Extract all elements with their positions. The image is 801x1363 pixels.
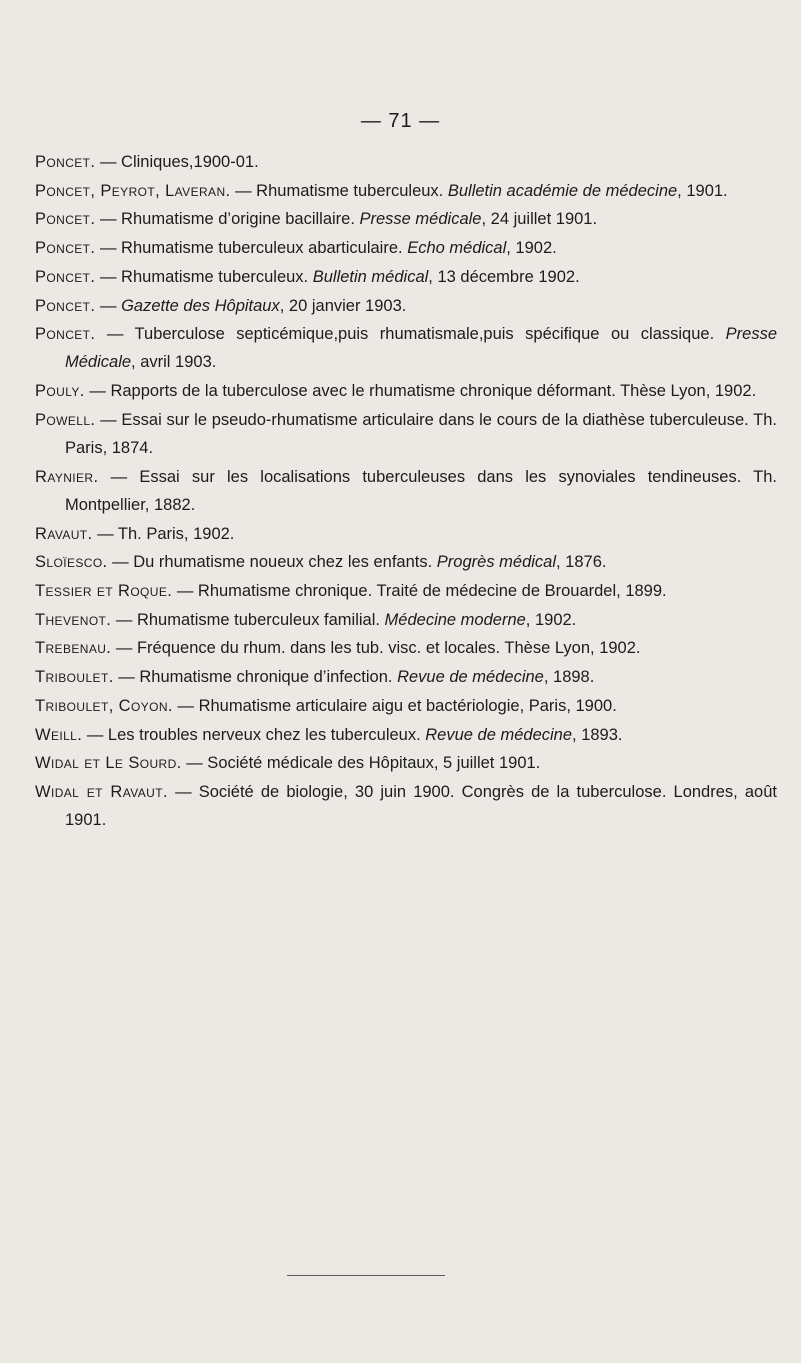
entry-text: — Du rhumatisme noueux chez les enfants.	[107, 553, 437, 572]
entry-date: , 1898.	[543, 668, 595, 687]
entry-author: Poncet.	[35, 239, 96, 258]
bibliography-entry	[35, 663, 777, 691]
bibliography-entry	[35, 406, 777, 462]
entry-text: — Rhumatisme tuberculeux.	[95, 267, 313, 286]
bibliography-entry	[35, 463, 777, 519]
entry-journal: Médecine moderne	[384, 610, 526, 629]
entry-text: — Société de biologie, 30 juin 1900. Congrès de la tuberculose. Londres, août 1901.	[65, 782, 777, 830]
entry-author: Ravaut.	[35, 524, 93, 543]
bibliography-entry	[35, 205, 777, 233]
entry-author: Raynier.	[35, 467, 99, 486]
entry-text: — Rhumatisme d’origine bacillaire.	[95, 210, 360, 229]
entry-date: , 13 décembre 1902.	[428, 267, 580, 286]
entry-text: — Rhumatisme tuberculeux.	[230, 181, 448, 200]
entry-journal: Bulletin académie de médecine	[447, 181, 678, 200]
bibliography-entry	[35, 778, 777, 834]
entry-text: — Essai sur le pseudo-rhumatisme articulaire dans le cours de la diathèse tuberculeuse. Th. Paris, 1874.	[65, 410, 777, 458]
entry-text: —	[95, 296, 122, 315]
entry-date: , 1901.	[677, 181, 728, 200]
bibliography-entry	[35, 292, 777, 320]
page-number: — 71 —	[360, 110, 441, 132]
bibliography-entry	[35, 234, 777, 262]
bibliography-entry	[35, 692, 777, 720]
entry-text: — Rhumatisme tuberculeux familial.	[111, 610, 385, 629]
entry-author: Thevenot.	[35, 610, 112, 629]
entry-journal: Progrès médical	[436, 553, 557, 572]
entry-author: Tessier et Roque.	[35, 582, 173, 601]
entry-text: — Rapports de la tuberculose avec le rhumatisme chronique déformant. Thèse Lyon, 1902.	[84, 382, 757, 401]
entry-date: , avril 1903.	[131, 353, 217, 372]
entry-author: Poncet.	[35, 296, 96, 315]
entry-journal: Presse Médicale	[65, 325, 777, 372]
entry-author: Poncet.	[35, 267, 96, 286]
entry-author: Poncet.	[35, 153, 96, 171]
entry-author: Poncet.	[35, 325, 96, 344]
entry-author: Poncet.	[35, 210, 96, 229]
entry-text: — Les troubles nerveux chez les tuberculeux.	[82, 725, 426, 744]
entry-date: , 1876.	[556, 553, 607, 572]
bibliography-entry	[35, 320, 777, 376]
bibliography-entry	[35, 520, 777, 548]
entry-date: , 1893.	[572, 725, 623, 744]
entry-text: — Essai sur les localisations tuberculeuses dans les synoviales tendineuses. Th. Montpellier, 1882.	[65, 467, 777, 514]
bibliography-entry	[35, 606, 777, 634]
bibliography-entry	[35, 749, 777, 777]
entry-journal: Bulletin médical	[312, 267, 429, 286]
entry-author: Triboulet.	[35, 668, 114, 687]
entry-author: Widal et Le Sourd.	[35, 754, 182, 773]
bibliography-entry	[35, 548, 777, 576]
entry-journal: Echo médical	[407, 239, 507, 258]
entry-text: — Rhumatisme articulaire aigu et bactériologie, Paris, 1900.	[172, 696, 617, 715]
bibliography-list	[35, 148, 777, 835]
entry-date: , 24 juillet 1901.	[481, 210, 598, 229]
entry-date: , 20 janvier 1903.	[279, 296, 407, 315]
entry-text: — Tuberculose septicémique,puis rhumatismale,puis spécifique ou classique.	[95, 325, 726, 344]
entry-text: — Société médicale des Hôpitaux, 5 juillet 1901.	[181, 754, 541, 773]
bibliography-entry	[35, 577, 777, 605]
entry-text: — Rhumatisme chronique d’infection.	[113, 668, 398, 687]
entry-author: Pouly.	[35, 382, 85, 401]
entry-author: Widal et Ravaut.	[35, 782, 168, 801]
entry-author: Sloïesco.	[35, 553, 108, 572]
bibliography-entry	[35, 377, 777, 405]
entry-author: Poncet, Peyrot, Laveran.	[35, 181, 231, 200]
bibliography-entry	[35, 177, 777, 205]
entry-date: , 1902.	[525, 610, 577, 629]
bibliography-entry	[35, 634, 777, 662]
entry-author: Trebenau.	[35, 639, 112, 658]
entry-text: — Fréquence du rhum. dans les tub. visc. et locales. Thèse Lyon, 1902.	[111, 639, 641, 658]
entry-journal: Revue de médecine	[425, 725, 573, 744]
entry-journal: Gazette des Hôpitaux	[121, 296, 280, 315]
entry-journal: Revue de médecine	[397, 668, 544, 687]
entry-author: Powell.	[35, 410, 96, 429]
entry-text: — Rhumatisme tuberculeux abarticulaire.	[95, 239, 408, 258]
entry-author: Weill.	[35, 725, 83, 744]
entry-text: — Rhumatisme chronique. Traité de médecine de Brouardel, 1899.	[172, 582, 667, 601]
entry-text: — Cliniques,1900-01.	[95, 153, 259, 171]
bibliography-entry	[35, 721, 777, 749]
closing-rule	[287, 1275, 445, 1276]
entry-author: Triboulet, Coyon.	[35, 696, 173, 715]
entry-date: , 1902.	[506, 239, 557, 258]
entry-text: — Th. Paris, 1902.	[92, 524, 235, 543]
entry-journal: Presse médicale	[359, 210, 482, 229]
bibliography-entry	[35, 263, 777, 291]
bibliography-entry	[35, 148, 777, 176]
